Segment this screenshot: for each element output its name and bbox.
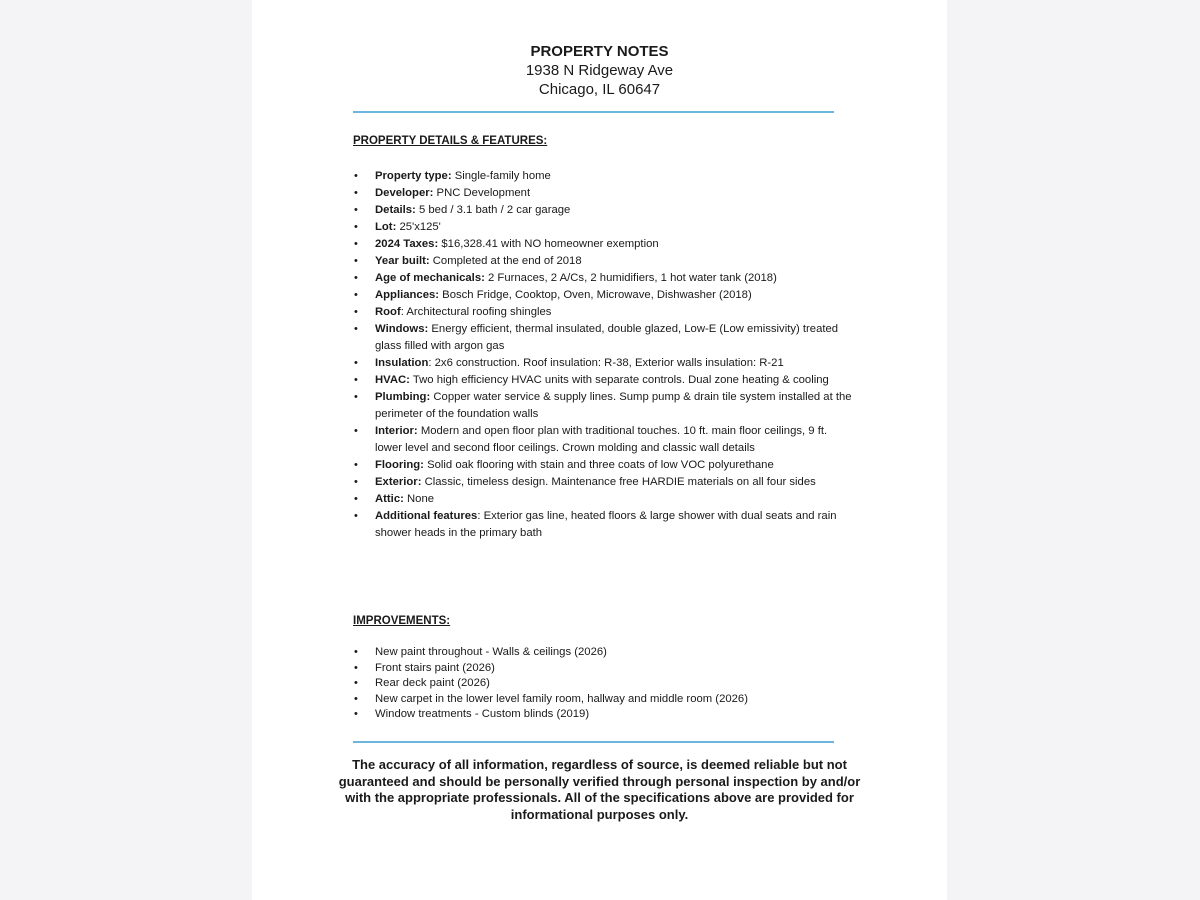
bullet-icon: • [354,170,358,182]
bullet-icon: • [354,692,358,705]
improvement-item [353,645,853,661]
detail-text: : Exterior gas line, heated floors & large shower with dual seats and rain shower heads in the primary bath [375,510,837,539]
detail-text: Solid oak flooring with stain and three coats of low VOC polyurethane [423,459,774,471]
bullet-icon: • [354,677,358,689]
bullet-icon: • [354,204,358,216]
detail-item [353,457,853,474]
document-header [252,42,947,99]
bullet-icon: • [354,187,358,199]
address-line-1: 1938 N Ridgeway Ave [525,62,674,79]
detail-item [353,372,853,389]
detail-text: 2 Furnaces, 2 A/Cs, 2 humidifiers, 1 hot water tank (2018) [484,272,777,284]
detail-item [353,355,853,372]
detail-item [353,491,853,508]
detail-text: Completed at the end of 2018 [429,255,582,267]
bullet-icon: • [354,425,358,437]
detail-text: : 2x6 construction. Roof insulation: R-38, Exterior walls insulation: R-21 [428,357,784,369]
detail-item [353,508,853,542]
bullet-icon: • [354,374,358,386]
bullet-icon: • [354,391,358,403]
top-divider [353,111,834,113]
bullet-icon: • [354,323,358,335]
bullet-icon: • [354,357,358,369]
improvement-item [353,676,853,692]
disclaimer-text: The accuracy of all information, regardless of source, is deemed reliable but not guaranteed and should be personally verified through personal inspection by and/or with the appropriate professionals. All of the specifications above are provided for informational purposes only. [338,757,861,822]
detail-item [353,253,853,270]
detail-label: Developer: [375,187,434,199]
improvement-text: Rear deck paint (2026) [375,677,490,689]
improvements-section [353,614,853,723]
detail-label: Age of mechanicals: [375,272,485,284]
detail-label: Attic: [375,493,404,505]
details-section [353,134,853,542]
detail-item [353,287,853,304]
improvements-list [353,645,853,723]
details-heading: PROPERTY DETAILS & FEATURES: [353,135,548,147]
detail-label: 2024 Taxes: [375,238,439,250]
bullet-icon: • [354,493,358,505]
detail-item [353,219,853,236]
bullet-icon: • [354,708,358,720]
bottom-divider [353,741,834,743]
bullet-icon: • [354,661,358,674]
detail-text: Bosch Fridge, Cooktop, Oven, Microwave, Dishwasher (2018) [439,289,752,301]
detail-label: Property type: [375,170,452,182]
details-list [353,168,853,542]
bullet-icon: • [354,510,358,522]
detail-label: Interior: [375,425,418,437]
detail-label: Year built: [375,255,430,267]
improvement-text: Front stairs paint (2026) [375,661,495,674]
bullet-icon: • [354,476,358,488]
improvement-item [353,692,853,708]
detail-text: PNC Development [433,187,531,199]
improvements-heading: IMPROVEMENTS: [353,615,451,627]
detail-label: HVAC: [375,374,410,386]
detail-item [353,423,853,457]
detail-item [353,185,853,202]
bullet-icon: • [354,289,358,301]
detail-text: 25'x125' [396,221,441,233]
improvement-item [353,707,853,723]
detail-item [353,389,853,423]
page-title: PROPERTY NOTES [530,43,669,60]
detail-text: 5 bed / 3.1 bath / 2 car garage [415,204,571,216]
detail-label: Exterior: [375,476,422,488]
detail-item [353,202,853,219]
detail-text: Classic, timeless design. Maintenance free HARDIE materials on all four sides [421,476,816,488]
improvement-item [353,661,853,677]
detail-label: Insulation [375,357,429,369]
improvement-text: New paint throughout - Walls & ceilings (2026) [375,646,607,658]
detail-label: Flooring: [375,459,424,471]
detail-label: Plumbing: [375,391,431,403]
detail-label: Lot: [375,221,397,233]
detail-item [353,474,853,491]
detail-label: Windows: [375,323,429,335]
address-line-2: Chicago, IL 60647 [538,81,661,98]
detail-text: $16,328.41 with NO homeowner exemption [438,238,659,250]
detail-text: : Architectural roofing shingles [400,306,552,318]
detail-item [353,168,853,185]
bullet-icon: • [354,221,358,233]
document-page [252,0,947,900]
detail-text: Energy efficient, thermal insulated, double glazed, Low-E (Low emissivity) treated glass filled with argon gas [375,323,839,352]
detail-item [353,321,853,355]
detail-item [353,236,853,253]
detail-text: None [403,493,435,505]
detail-item [353,270,853,287]
improvement-text: Window treatments - Custom blinds (2019) [375,708,590,720]
detail-text: Two high efficiency HVAC units with separate controls. Dual zone heating & cooling [409,374,829,386]
bullet-icon: • [354,238,358,250]
detail-text: Copper water service & supply lines. Sump pump & drain tile system installed at the perimeter of the foundation walls [375,391,852,420]
detail-label: Appliances: [375,289,440,301]
detail-label: Additional features [375,510,478,522]
detail-text: Modern and open floor plan with traditional touches. 10 ft. main floor ceilings, 9 ft. lower level and second floor ceilings. Crown molding and classic wall details [375,425,828,454]
detail-label: Details: [375,204,416,216]
detail-text: Single-family home [451,170,551,182]
bullet-icon: • [354,646,358,658]
detail-label: Roof [375,306,401,318]
bullet-icon: • [354,272,358,284]
bullet-icon: • [354,459,358,471]
detail-item [353,304,853,321]
bullet-icon: • [354,255,358,267]
improvement-text: New carpet in the lower level family room, hallway and middle room (2026) [375,692,748,705]
bullet-icon: • [354,306,358,318]
